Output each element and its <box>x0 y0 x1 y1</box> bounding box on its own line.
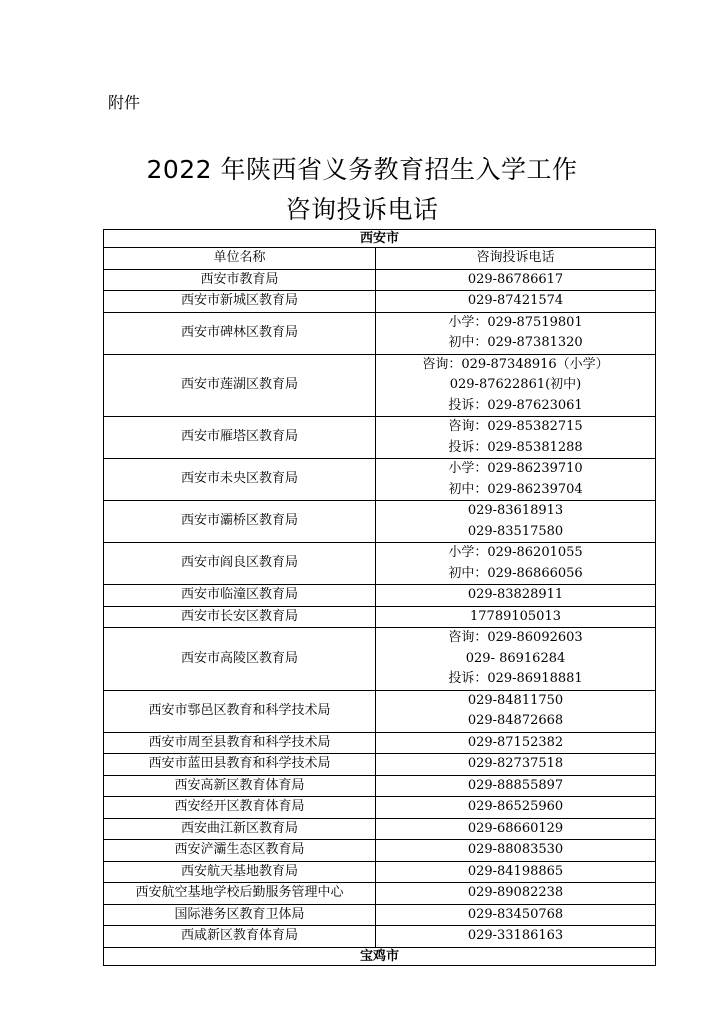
table-row <box>104 585 656 607</box>
unit-name: 西安市周至县教育和科学技术局 <box>104 732 376 754</box>
table-row <box>104 797 656 819</box>
unit-name: 西安市碑林区教育局 <box>104 312 376 354</box>
table-row <box>104 628 656 691</box>
table-row <box>104 269 656 291</box>
phone-number: 029-87152382 <box>467 734 564 750</box>
table-row <box>104 543 656 585</box>
phone-number: 029-84811750 <box>467 692 564 708</box>
phone-number: 投诉：029-85381288 <box>448 439 583 455</box>
phone-number: 029-33186163 <box>467 928 564 943</box>
phone-cell <box>376 501 656 543</box>
unit-name: 西安浐灞生态区教育局 <box>104 840 376 862</box>
unit-name: 西安市蓝田县教育和科学技术局 <box>104 754 376 776</box>
table-row <box>104 606 656 628</box>
phone-cell <box>376 291 656 313</box>
phone-cell <box>376 585 656 607</box>
table-row <box>104 732 656 754</box>
phone-cell <box>376 606 656 628</box>
table-row <box>104 459 656 501</box>
unit-name: 西安航天基地教育局 <box>104 861 376 883</box>
phone-cell <box>376 754 656 776</box>
unit-name: 西安市高陵区教育局 <box>104 628 376 691</box>
phone-number: 029-86786617 <box>467 271 564 287</box>
phone-cell <box>376 690 656 732</box>
phone-number: 029-68660129 <box>467 820 564 836</box>
table-row <box>104 291 656 313</box>
phone-number: 咨询：029-86092603 <box>448 630 583 645</box>
page-title-line2: 咨询投诉电话 <box>285 195 439 224</box>
unit-name: 西安航空基地学校后勤服务管理中心 <box>104 883 376 905</box>
unit-name: 西安市莲湖区教育局 <box>104 354 376 417</box>
unit-name: 西安市鄠邑区教育和科学技术局 <box>104 690 376 732</box>
phone-number: 029-84198865 <box>467 863 564 879</box>
phone-number: 029-87421574 <box>467 293 564 308</box>
unit-name: 西安市灞桥区教育局 <box>104 501 376 543</box>
phone-cell <box>376 883 656 905</box>
unit-name: 西安市未央区教育局 <box>104 459 376 501</box>
phone-cell <box>376 312 656 354</box>
table-row <box>104 775 656 797</box>
city-row-baoji <box>104 947 656 965</box>
phone-cell <box>376 732 656 754</box>
phone-cell <box>376 354 656 417</box>
phone-number: 初中：029-86866056 <box>448 565 583 581</box>
table-row <box>104 417 656 459</box>
unit-name: 西安经开区教育体育局 <box>104 797 376 819</box>
table-row <box>104 690 656 732</box>
phone-number: 17789105013 <box>470 608 561 624</box>
phone-number: 029-87622861(初中) <box>449 377 582 392</box>
phone-cell <box>376 417 656 459</box>
phone-cell <box>376 269 656 291</box>
phone-number: 小学：029-86201055 <box>448 545 583 560</box>
phone-number: 029-83618913 <box>467 503 564 518</box>
table-row <box>104 354 656 417</box>
unit-name: 西安市新城区教育局 <box>104 291 376 313</box>
table-row <box>104 312 656 354</box>
header-unit: 单位名称 <box>104 248 376 270</box>
contact-table-body <box>104 230 656 966</box>
phone-number: 初中：029-86239704 <box>448 481 583 497</box>
phone-cell <box>376 459 656 501</box>
table-row <box>104 840 656 862</box>
phone-number: 小学：029-86239710 <box>448 461 583 476</box>
phone-number: 029-83450768 <box>467 906 564 922</box>
table-row <box>104 883 656 905</box>
page-title-line1: 2022 年陕西省义务教育招生入学工作 <box>146 155 578 184</box>
attachment-label: 附件 <box>108 93 141 112</box>
city-row-xian <box>104 230 656 248</box>
phone-cell <box>376 861 656 883</box>
phone-cell <box>376 797 656 819</box>
phone-number: 029-84872668 <box>467 713 564 728</box>
unit-name: 西安市长安区教育局 <box>104 606 376 628</box>
header-row <box>104 248 656 270</box>
unit-name: 西安市雁塔区教育局 <box>104 417 376 459</box>
phone-number: 029-83828911 <box>467 587 564 602</box>
table-row <box>104 501 656 543</box>
phone-number: 029-83517580 <box>467 523 564 539</box>
phone-number: 029-82737518 <box>467 756 564 771</box>
table-row <box>104 904 656 926</box>
phone-number: 小学：029-87519801 <box>448 314 583 330</box>
phone-number: 029-88083530 <box>467 842 564 857</box>
phone-number: 投诉：029-86918881 <box>448 671 583 686</box>
phone-number: 投诉：029-87623061 <box>448 397 583 413</box>
phone-cell <box>376 775 656 797</box>
unit-name: 西安高新区教育体育局 <box>104 775 376 797</box>
phone-cell <box>376 840 656 862</box>
table-row <box>104 754 656 776</box>
unit-name: 西安曲江新区教育局 <box>104 818 376 840</box>
unit-name: 国际港务区教育卫体局 <box>104 904 376 926</box>
unit-name: 西安市阎良区教育局 <box>104 543 376 585</box>
phone-cell <box>376 543 656 585</box>
unit-name: 西安市临潼区教育局 <box>104 585 376 607</box>
table-row <box>104 818 656 840</box>
phone-cell <box>376 628 656 691</box>
contact-table <box>103 229 656 966</box>
phone-number: 咨询：029-85382715 <box>448 419 583 434</box>
table-row <box>104 861 656 883</box>
phone-number: 029-88855897 <box>467 777 564 793</box>
header-phone: 咨询投诉电话 <box>376 248 656 270</box>
phone-number: 029-89082238 <box>467 885 564 900</box>
phone-number: 咨询：029-87348916（小学） <box>422 356 609 372</box>
phone-number: 初中：029-87381320 <box>448 335 583 350</box>
phone-cell <box>376 926 656 948</box>
phone-cell <box>376 818 656 840</box>
city-name-baoji: 宝鸡市 <box>104 947 656 965</box>
phone-cell <box>376 904 656 926</box>
phone-number: 029- 86916284 <box>465 650 566 666</box>
city-name-xian: 西安市 <box>104 230 656 248</box>
unit-name: 西安市教育局 <box>104 269 376 291</box>
table-row <box>104 926 656 948</box>
phone-number: 029-86525960 <box>467 799 564 814</box>
unit-name: 西咸新区教育体育局 <box>104 926 376 948</box>
